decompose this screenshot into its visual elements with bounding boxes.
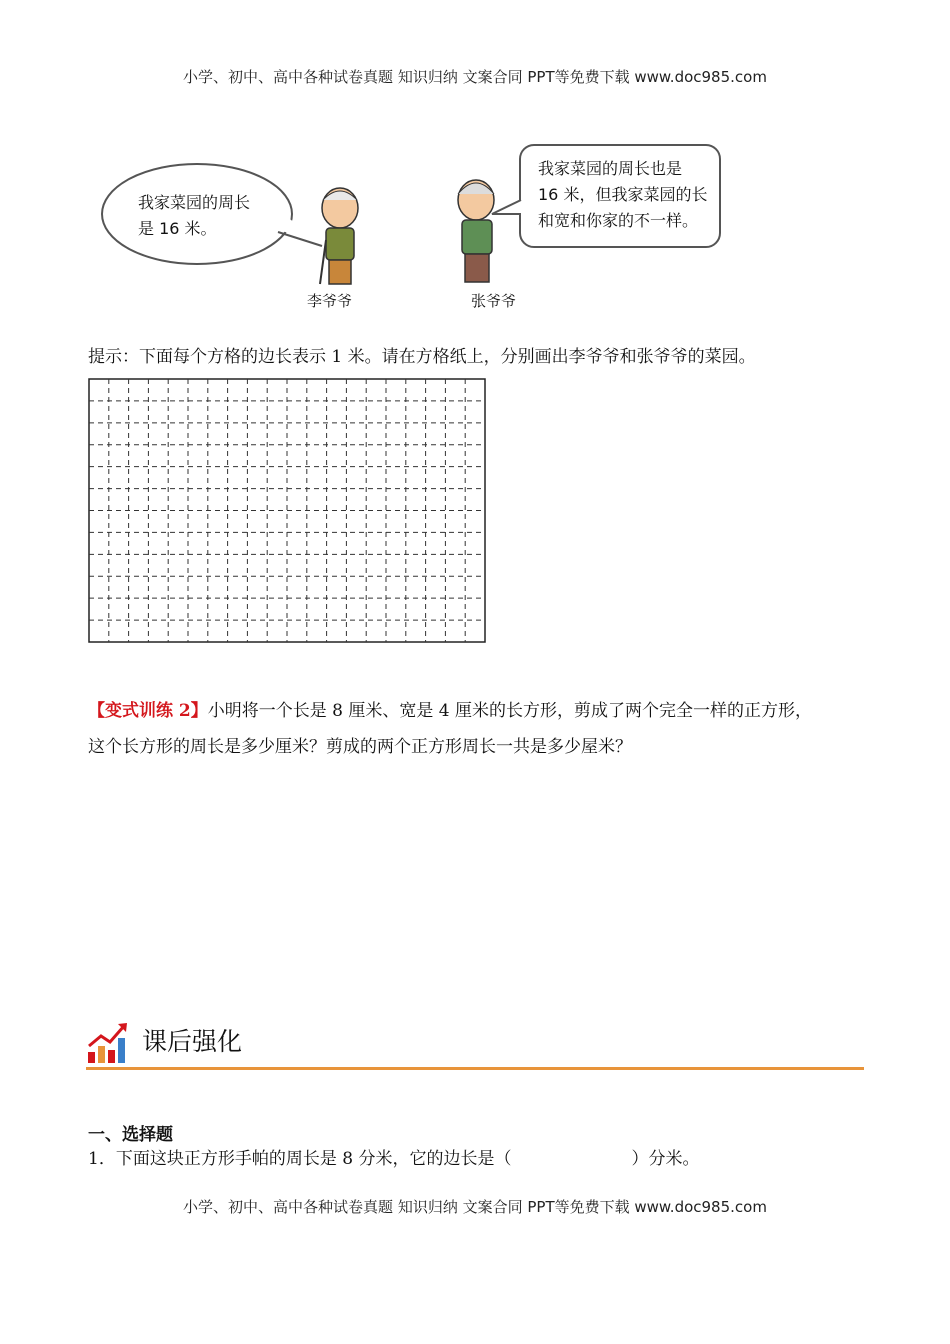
name-zhang: 张爷爷: [471, 292, 517, 310]
page-header: 小学、初中、高中各种试卷真题 知识归纳 文案合同 PPT等免费下载 www.doc985.com: [183, 68, 767, 86]
grid-paper: [88, 378, 486, 644]
question-1: [88, 1144, 699, 1169]
name-li: 李爷爷: [307, 292, 353, 310]
section-title: 课后强化: [142, 1027, 243, 1056]
section-divider: [86, 1067, 864, 1070]
illustration: [0, 0, 950, 320]
page-footer: 小学、初中、高中各种试卷真题 知识归纳 文案合同 PPT等免费下载 www.doc985.com: [183, 1198, 767, 1216]
bubble-zhang-text: [538, 156, 707, 234]
chart-growth-icon: [86, 1020, 130, 1064]
exercise-line2: 这个长方形的周长是多少厘米？剪成的两个正方形周长一共是多少屋米？: [88, 737, 632, 757]
bubble-li-text: [138, 190, 250, 242]
question-1-text: 1．下面这块正方形手帕的周长是 8 分米，它的边长是（: [88, 1149, 512, 1169]
bubble-zhang-line3: 和宽和你家的不一样。: [538, 211, 699, 230]
bubble-zhang-line1: 我家菜园的周长也是: [538, 159, 683, 178]
hint-text: 提示：下面每个方格的边长表示 1 米。请在方格纸上，分别画出李爷爷和张爷爷的菜园。: [88, 347, 756, 367]
question-heading: 一、选择题: [88, 1125, 173, 1145]
exercise-line1: [88, 694, 812, 728]
bubble-li-line2: 是 16 米。: [138, 219, 217, 238]
bubble-li-line1: 我家菜园的周长: [138, 193, 251, 212]
bubble-zhang-line2: 16 米，但我家菜园的长: [538, 185, 708, 204]
exercise-tag: 【变式训练 2】: [88, 701, 208, 721]
grandpa-li-figure: [320, 188, 358, 284]
exercise-text-1: 小明将一个长是 8 厘米、宽是 4 厘米的长方形，剪成了两个完全一样的正方形，: [207, 701, 812, 721]
grandpa-zhang-figure: [458, 180, 494, 282]
question-1-tail: ）分米。: [631, 1149, 700, 1169]
